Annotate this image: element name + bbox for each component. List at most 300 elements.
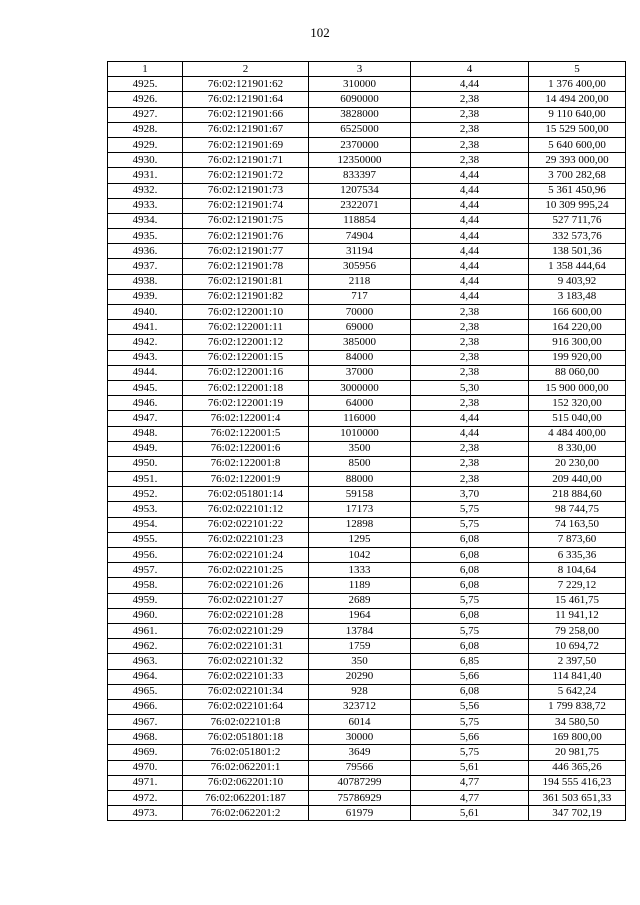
rate-cell: 6,08 [411,639,529,654]
table-row [108,426,626,441]
rate-cell: 2,38 [411,137,529,152]
cadastral-number-cell: 76:02:121901:76 [183,229,309,244]
rate-cell: 2,38 [411,472,529,487]
amount-cell: 3 700 282,68 [529,168,626,183]
area-cell: 13784 [309,623,411,638]
amount-cell: 88 060,00 [529,365,626,380]
row-number-cell: 4967. [108,715,183,730]
table-row [108,517,626,532]
row-number-cell: 4970. [108,760,183,775]
row-number-cell: 4941. [108,320,183,335]
area-cell: 323712 [309,699,411,714]
rate-cell: 6,85 [411,654,529,669]
area-cell: 1010000 [309,426,411,441]
table-row [108,593,626,608]
area-cell: 1042 [309,548,411,563]
amount-cell: 1 358 444,64 [529,259,626,274]
area-cell: 12350000 [309,153,411,168]
cadastral-number-cell: 76:02:062201:2 [183,806,309,821]
table-row [108,350,626,365]
amount-cell: 98 744,75 [529,502,626,517]
amount-cell: 515 040,00 [529,411,626,426]
rate-cell: 2,38 [411,335,529,350]
amount-cell: 8 330,00 [529,441,626,456]
table-row [108,669,626,684]
area-cell: 30000 [309,730,411,745]
cadastral-number-cell: 76:02:022101:25 [183,563,309,578]
area-cell: 17173 [309,502,411,517]
table-row [108,639,626,654]
rate-cell: 4,44 [411,77,529,92]
row-number-cell: 4944. [108,365,183,380]
row-number-cell: 4931. [108,168,183,183]
cadastral-number-cell: 76:02:062201:1 [183,760,309,775]
amount-cell: 20 981,75 [529,745,626,760]
table-row [108,608,626,623]
area-cell: 3828000 [309,107,411,122]
table-row [108,259,626,274]
rate-cell: 3,70 [411,487,529,502]
rate-cell: 2,38 [411,122,529,137]
table-row [108,380,626,395]
amount-cell: 20 230,00 [529,456,626,471]
table-row [108,365,626,380]
row-number-cell: 4968. [108,730,183,745]
table-row [108,92,626,107]
cadastral-number-cell: 76:02:122001:10 [183,305,309,320]
row-number-cell: 4949. [108,441,183,456]
table-row [108,122,626,137]
cadastral-number-cell: 76:02:051801:18 [183,730,309,745]
area-cell: 717 [309,289,411,304]
row-number-cell: 4955. [108,532,183,547]
row-number-cell: 4947. [108,411,183,426]
amount-cell: 10 309 995,24 [529,198,626,213]
row-number-cell: 4935. [108,229,183,244]
row-number-cell: 4966. [108,699,183,714]
area-cell: 12898 [309,517,411,532]
amount-cell: 1 376 400,00 [529,77,626,92]
table-row [108,411,626,426]
column-header-2: 2 [183,62,309,77]
cadastral-number-cell: 76:02:121901:62 [183,77,309,92]
area-cell: 74904 [309,229,411,244]
amount-cell: 9 110 640,00 [529,107,626,122]
rate-cell: 4,44 [411,244,529,259]
rate-cell: 2,38 [411,92,529,107]
area-cell: 40787299 [309,775,411,790]
area-cell: 2322071 [309,198,411,213]
area-cell: 75786929 [309,791,411,806]
amount-cell: 79 258,00 [529,623,626,638]
cadastral-number-cell: 76:02:121901:82 [183,289,309,304]
table-row [108,623,626,638]
rate-cell: 4,44 [411,411,529,426]
rate-cell: 4,44 [411,168,529,183]
row-number-cell: 4957. [108,563,183,578]
rate-cell: 5,75 [411,593,529,608]
row-number-cell: 4956. [108,548,183,563]
area-cell: 1189 [309,578,411,593]
table-row [108,760,626,775]
cadastral-number-cell: 76:02:121901:78 [183,259,309,274]
table-row [108,396,626,411]
amount-cell: 361 503 651,33 [529,791,626,806]
cadastral-number-cell: 76:02:122001:16 [183,365,309,380]
row-number-cell: 4929. [108,137,183,152]
area-cell: 1295 [309,532,411,547]
rate-cell: 4,44 [411,198,529,213]
rate-cell: 5,75 [411,715,529,730]
cadastral-number-cell: 76:02:022101:32 [183,654,309,669]
rate-cell: 2,38 [411,396,529,411]
rate-cell: 6,08 [411,548,529,563]
row-number-cell: 4952. [108,487,183,502]
amount-cell: 74 163,50 [529,517,626,532]
row-number-cell: 4925. [108,77,183,92]
amount-cell: 209 440,00 [529,472,626,487]
amount-cell: 347 702,19 [529,806,626,821]
rate-cell: 5,75 [411,502,529,517]
table-row [108,730,626,745]
rate-cell: 5,75 [411,623,529,638]
row-number-cell: 4954. [108,517,183,532]
cadastral-number-cell: 76:02:122001:8 [183,456,309,471]
area-cell: 833397 [309,168,411,183]
rate-cell: 4,44 [411,229,529,244]
amount-cell: 199 920,00 [529,350,626,365]
cadastral-number-cell: 76:02:022101:26 [183,578,309,593]
amount-cell: 446 365,26 [529,760,626,775]
area-cell: 20290 [309,669,411,684]
area-cell: 70000 [309,305,411,320]
table-row [108,654,626,669]
area-cell: 69000 [309,320,411,335]
row-number-cell: 4958. [108,578,183,593]
area-cell: 31194 [309,244,411,259]
cadastral-number-cell: 76:02:122001:12 [183,335,309,350]
cadastral-number-cell: 76:02:121901:73 [183,183,309,198]
area-cell: 928 [309,684,411,699]
row-number-cell: 4927. [108,107,183,122]
amount-cell: 916 300,00 [529,335,626,350]
cadastral-number-cell: 76:02:121901:64 [183,92,309,107]
row-number-cell: 4936. [108,244,183,259]
row-number-cell: 4950. [108,456,183,471]
amount-cell: 164 220,00 [529,320,626,335]
cadastral-number-cell: 76:02:122001:4 [183,411,309,426]
area-cell: 350 [309,654,411,669]
amount-cell: 218 884,60 [529,487,626,502]
row-number-cell: 4928. [108,122,183,137]
cadastral-number-cell: 76:02:122001:15 [183,350,309,365]
row-number-cell: 4971. [108,775,183,790]
row-number-cell: 4973. [108,806,183,821]
cadastral-number-cell: 76:02:022101:8 [183,715,309,730]
table-row [108,229,626,244]
table-row [108,213,626,228]
cadastral-number-cell: 76:02:121901:69 [183,137,309,152]
amount-cell: 7 873,60 [529,532,626,547]
cadastral-number-cell: 76:02:022101:28 [183,608,309,623]
column-header-3: 3 [309,62,411,77]
row-number-cell: 4945. [108,380,183,395]
rate-cell: 5,66 [411,730,529,745]
row-number-cell: 4946. [108,396,183,411]
rate-cell: 2,38 [411,153,529,168]
cadastral-number-cell: 76:02:121901:67 [183,122,309,137]
cadastral-number-cell: 76:02:122001:19 [183,396,309,411]
row-number-cell: 4948. [108,426,183,441]
area-cell: 305956 [309,259,411,274]
rate-cell: 4,44 [411,274,529,289]
area-cell: 385000 [309,335,411,350]
area-cell: 59158 [309,487,411,502]
cadastral-number-cell: 76:02:122001:6 [183,441,309,456]
table-row [108,563,626,578]
page-number: 102 [310,25,330,40]
amount-cell: 11 941,12 [529,608,626,623]
rate-cell: 6,08 [411,608,529,623]
area-cell: 118854 [309,213,411,228]
table-row [108,153,626,168]
table-row [108,684,626,699]
cadastral-number-cell: 76:02:022101:23 [183,532,309,547]
cadastral-number-cell: 76:02:022101:31 [183,639,309,654]
table-row [108,699,626,714]
row-number-cell: 4959. [108,593,183,608]
row-number-cell: 4930. [108,153,183,168]
rate-cell: 4,77 [411,791,529,806]
amount-cell: 15 529 500,00 [529,122,626,137]
cadastral-number-cell: 76:02:122001:18 [183,380,309,395]
table-row [108,335,626,350]
rate-cell: 4,44 [411,259,529,274]
table-row [108,502,626,517]
area-cell: 3649 [309,745,411,760]
rate-cell: 2,38 [411,441,529,456]
rate-cell: 4,44 [411,213,529,228]
row-number-cell: 4963. [108,654,183,669]
rate-cell: 4,44 [411,289,529,304]
area-cell: 1333 [309,563,411,578]
area-cell: 6525000 [309,122,411,137]
rate-cell: 2,38 [411,350,529,365]
table-row [108,77,626,92]
rate-cell: 4,44 [411,183,529,198]
table-row [108,715,626,730]
amount-cell: 9 403,92 [529,274,626,289]
cadastral-number-cell: 76:02:051801:14 [183,487,309,502]
row-number-cell: 4937. [108,259,183,274]
table-row [108,791,626,806]
table-row [108,806,626,821]
rate-cell: 5,61 [411,806,529,821]
rate-cell: 6,08 [411,578,529,593]
table-row [108,745,626,760]
area-cell: 1759 [309,639,411,654]
table-row [108,168,626,183]
rate-cell: 6,08 [411,563,529,578]
table-row [108,578,626,593]
row-number-cell: 4938. [108,274,183,289]
cadastral-number-cell: 76:02:062201:10 [183,775,309,790]
row-number-cell: 4940. [108,305,183,320]
row-number-cell: 4965. [108,684,183,699]
amount-cell: 138 501,36 [529,244,626,259]
cadastral-number-cell: 76:02:022101:24 [183,548,309,563]
amount-cell: 6 335,36 [529,548,626,563]
rate-cell: 5,30 [411,380,529,395]
area-cell: 3000000 [309,380,411,395]
rate-cell: 2,38 [411,456,529,471]
cadastral-number-cell: 76:02:022101:33 [183,669,309,684]
row-number-cell: 4934. [108,213,183,228]
header-row [108,62,626,77]
row-number-cell: 4961. [108,623,183,638]
cadastral-number-cell: 76:02:122001:9 [183,472,309,487]
cadastral-number-cell: 76:02:022101:64 [183,699,309,714]
table-row [108,472,626,487]
cadastral-number-cell: 76:02:121901:72 [183,168,309,183]
amount-cell: 15 461,75 [529,593,626,608]
cadastral-number-cell: 76:02:022101:34 [183,684,309,699]
area-cell: 88000 [309,472,411,487]
amount-cell: 194 555 416,23 [529,775,626,790]
amount-cell: 5 642,24 [529,684,626,699]
rate-cell: 5,61 [411,760,529,775]
rate-cell: 4,44 [411,426,529,441]
area-cell: 1207534 [309,183,411,198]
cadastral-number-cell: 76:02:022101:27 [183,593,309,608]
rate-cell: 2,38 [411,365,529,380]
rate-cell: 5,75 [411,745,529,760]
area-cell: 116000 [309,411,411,426]
amount-cell: 34 580,50 [529,715,626,730]
amount-cell: 7 229,12 [529,578,626,593]
row-number-cell: 4951. [108,472,183,487]
cadastral-number-cell: 76:02:121901:75 [183,213,309,228]
area-cell: 3500 [309,441,411,456]
amount-cell: 5 640 600,00 [529,137,626,152]
amount-cell: 1 799 838,72 [529,699,626,714]
table-row [108,107,626,122]
row-number-cell: 4964. [108,669,183,684]
cadastral-number-cell: 76:02:022101:12 [183,502,309,517]
area-cell: 6090000 [309,92,411,107]
area-cell: 64000 [309,396,411,411]
cadastral-number-cell: 76:02:121901:81 [183,274,309,289]
rate-cell: 6,08 [411,532,529,547]
row-number-cell: 4960. [108,608,183,623]
area-cell: 2370000 [309,137,411,152]
column-header-5: 5 [529,62,626,77]
table-row [108,274,626,289]
amount-cell: 8 104,64 [529,563,626,578]
table-row [108,244,626,259]
table-row [108,137,626,152]
area-cell: 79566 [309,760,411,775]
row-number-cell: 4939. [108,289,183,304]
table-row [108,532,626,547]
cadastral-number-cell: 76:02:122001:5 [183,426,309,441]
table-row [108,456,626,471]
row-number-cell: 4953. [108,502,183,517]
area-cell: 84000 [309,350,411,365]
table-row [108,548,626,563]
row-number-cell: 4932. [108,183,183,198]
rate-cell: 5,56 [411,699,529,714]
amount-cell: 14 494 200,00 [529,92,626,107]
row-number-cell: 4926. [108,92,183,107]
row-number-cell: 4962. [108,639,183,654]
cadastral-number-cell: 76:02:121901:74 [183,198,309,213]
amount-cell: 5 361 450,96 [529,183,626,198]
amount-cell: 4 484 400,00 [529,426,626,441]
area-cell: 6014 [309,715,411,730]
table-row [108,320,626,335]
area-cell: 61979 [309,806,411,821]
row-number-cell: 4969. [108,745,183,760]
table-row [108,775,626,790]
table-row [108,487,626,502]
amount-cell: 169 800,00 [529,730,626,745]
area-cell: 2118 [309,274,411,289]
amount-cell: 114 841,40 [529,669,626,684]
row-number-cell: 4943. [108,350,183,365]
amount-cell: 29 393 000,00 [529,153,626,168]
area-cell: 2689 [309,593,411,608]
amount-cell: 166 600,00 [529,305,626,320]
amount-cell: 3 183,48 [529,289,626,304]
column-header-1: 1 [108,62,183,77]
cadastral-number-cell: 76:02:062201:187 [183,791,309,806]
table-row [108,198,626,213]
amount-cell: 2 397,50 [529,654,626,669]
table-row [108,183,626,198]
amount-cell: 152 320,00 [529,396,626,411]
cadastral-number-cell: 76:02:022101:22 [183,517,309,532]
rate-cell: 5,66 [411,669,529,684]
rate-cell: 5,75 [411,517,529,532]
area-cell: 1964 [309,608,411,623]
table-row [108,289,626,304]
amount-cell: 527 711,76 [529,213,626,228]
amount-cell: 10 694,72 [529,639,626,654]
area-cell: 8500 [309,456,411,471]
cadastral-number-cell: 76:02:022101:29 [183,623,309,638]
cadastral-number-cell: 76:02:121901:77 [183,244,309,259]
cadastral-number-cell: 76:02:121901:66 [183,107,309,122]
amount-cell: 332 573,76 [529,229,626,244]
column-header-4: 4 [411,62,529,77]
rate-cell: 2,38 [411,320,529,335]
cadastral-number-cell: 76:02:121901:71 [183,153,309,168]
table-row [108,305,626,320]
area-cell: 310000 [309,77,411,92]
data-table [107,61,626,821]
table-body [108,77,626,821]
amount-cell: 15 900 000,00 [529,380,626,395]
row-number-cell: 4942. [108,335,183,350]
table-row [108,441,626,456]
cadastral-number-cell: 76:02:122001:11 [183,320,309,335]
rate-cell: 4,77 [411,775,529,790]
area-cell: 37000 [309,365,411,380]
row-number-cell: 4933. [108,198,183,213]
rate-cell: 6,08 [411,684,529,699]
rate-cell: 2,38 [411,107,529,122]
